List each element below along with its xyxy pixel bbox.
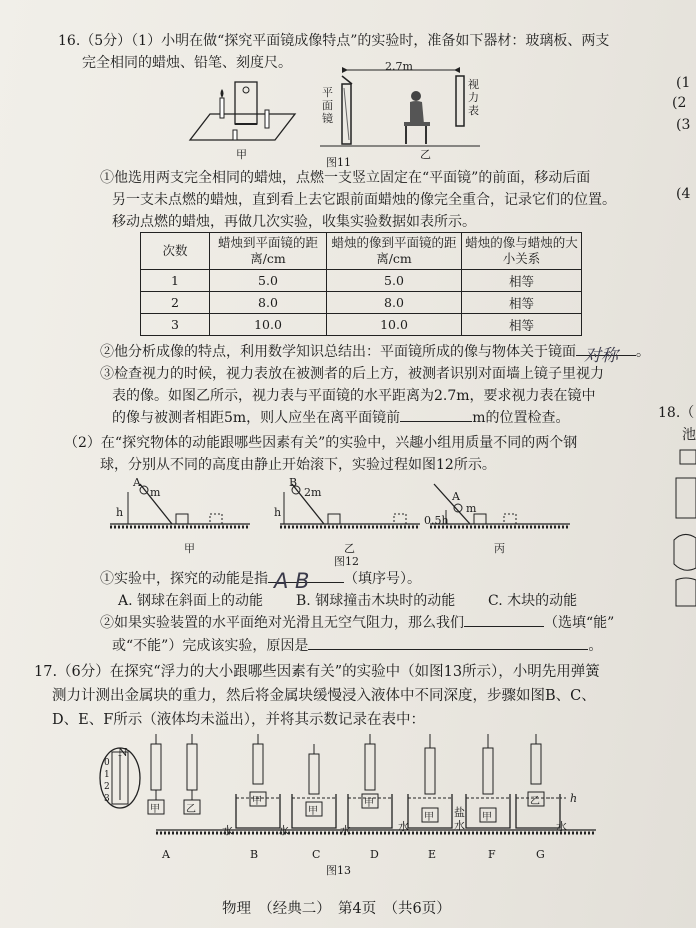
figure-12-panel-jia [110, 478, 250, 538]
q16-step3-text-a: 的像与被测者相距5m，则人应坐在离平面镜前 [112, 410, 401, 426]
q16-sub2-line2 [112, 637, 602, 655]
fig13-dial-number: 1 [104, 770, 110, 780]
q16-sub1-end: （填序号）。 [344, 571, 421, 587]
margin-fragment: (1 [676, 75, 691, 91]
table-header-cell: 蜡烛到平面镜的距离/cm [210, 233, 327, 270]
table-cell: 相等 [462, 314, 582, 336]
q16-step3-answer-blank[interactable] [400, 421, 472, 422]
table-cell: 10.0 [210, 314, 327, 336]
margin-fragment: (3 [676, 117, 691, 133]
table-cell: 5.0 [327, 270, 462, 292]
fig12-ball-label-3: A [452, 490, 460, 503]
fig12-ball-label-1: A [133, 476, 141, 489]
table-row [141, 270, 582, 292]
table-cell: 相等 [462, 270, 582, 292]
fig13-block-label: 甲 [150, 804, 160, 815]
q16-sub2-line1 [100, 614, 614, 632]
fig13-liquid-label: 水 [340, 824, 351, 837]
q16-step2 [100, 343, 650, 366]
q16-step1-line2: 另一支未点燃的蜡烛，直到看上去它跟前面蜡烛的像完全重合，记录它们的位置。 [112, 192, 616, 208]
fig11-distance-label: 2.7m [385, 60, 413, 73]
q16-step3-line1: ③检查视力的时候，视力表放在被测者的后上方，被测者识别对面墙上镜子里视力 [100, 366, 604, 382]
table-cell: 5.0 [210, 270, 327, 292]
fig12-height-label-3: 0.5h [424, 514, 449, 527]
q16-sub1 [100, 569, 421, 593]
q17-line3: D、E、F所示（液体均未溢出），并将其示数记录在表中： [52, 712, 426, 728]
margin-figure-fragment [672, 450, 696, 630]
figure-12-panel-bing [430, 478, 570, 538]
mirror-data-table [140, 232, 582, 336]
fig11-mirror-label-2: 面 [322, 99, 333, 112]
table-header-cell: 蜡烛的像到平面镜的距离/cm [327, 233, 462, 270]
fig12-caption: 图12 [334, 555, 359, 568]
table-cell: 1 [141, 270, 210, 292]
fig13-step-label: F [488, 848, 496, 861]
fig11-mirror-label-3: 镜 [322, 112, 333, 125]
q16-intro-line1: 16.（5分）（1）小明在做“探究平面镜成像特点”的实验时，准备如下器材：玻璃板、两支 [58, 33, 610, 49]
fig13-step-label: D [370, 848, 379, 861]
fig11-chart-label-3: 表 [468, 104, 479, 117]
q16-sub2-end: 。 [588, 638, 603, 654]
figure-11-candle-setup [190, 72, 300, 152]
q16-part2-line2: 球，分别从不同的高度由静止开始滚下，实验过程如图12所示。 [100, 457, 496, 473]
fig13-block-label: 乙 [186, 804, 196, 815]
fig13-dial-number: N [118, 746, 128, 759]
q17-line1: 17.（6分）在探究“浮力的大小跟哪些因素有关”的实验中（如图13所示），小明先用弹簧 [34, 664, 600, 680]
fig12-mass-label-1: m [150, 486, 161, 499]
q16-sub2-reason-blank[interactable] [308, 649, 588, 650]
table-cell: 8.0 [210, 292, 327, 314]
q16-step3-line2: 表的像。如图乙所示，视力表与平面镜的水平距离为2.7m，要求视力表在镜中 [112, 388, 596, 404]
table-cell: 8.0 [327, 292, 462, 314]
table-row [141, 292, 582, 314]
table-row [141, 314, 582, 336]
table-cell: 10.0 [327, 314, 462, 336]
q16-step3-line3 [112, 409, 569, 427]
fig12-caption-3: 丙 [494, 542, 505, 555]
fig13-block-label: 甲 [424, 812, 434, 823]
q16-option-c: C. 木块的动能 [488, 593, 578, 609]
fig13-caption: 图13 [326, 864, 351, 877]
figure-12-panel-yi [280, 478, 420, 538]
fig13-liquid-label: 盐水 [454, 806, 465, 832]
q16-step1-line1: ①他选用两支完全相同的蜡烛，点燃一支竖立固定在“平面镜”的前面，移动后面 [100, 170, 591, 186]
margin-fragment: 18.（ [658, 405, 695, 421]
fig13-block-label: 乙 [530, 796, 540, 807]
table-header-row [141, 233, 582, 270]
fig13-block-label: 甲 [482, 812, 492, 823]
fig11-caption-right: 乙 [420, 148, 431, 161]
q16-intro-line2: 完全相同的蜡烛、铅笔、刻度尺。 [82, 55, 292, 71]
handwritten-answer: 对称 [584, 346, 618, 366]
table-cell: 相等 [462, 292, 582, 314]
fig12-mass-label-2: 2m [304, 486, 322, 499]
q16-step1-line3: 移动点燃的蜡烛，再做几次实验，收集实验数据如表所示。 [112, 214, 476, 230]
fig11-caption-left: 甲 [236, 148, 247, 161]
margin-fragment: (4 [676, 186, 691, 202]
q16-option-a: A. 钢球在斜面上的动能 [118, 593, 264, 609]
q16-sub2-text-b: （选填“能” [544, 615, 615, 631]
fig13-liquid-label: 水 [278, 824, 289, 837]
fig13-liquid-label: 水 [398, 820, 409, 833]
q16-sub1-text: ①实验中，探究的动能是指 [100, 571, 268, 587]
q16-option-b: B. 钢球撞击木块时的动能 [296, 593, 456, 609]
margin-fragment: 池 [682, 427, 696, 443]
fig13-step-label: B [250, 848, 259, 861]
table-cell: 2 [141, 292, 210, 314]
q16-sub2-text-c: 或“不能”）完成该实验，原因是 [112, 638, 309, 654]
q16-sub1-answer-blank[interactable] [268, 569, 344, 593]
fig13-step-label: E [428, 848, 437, 861]
fig12-caption-2: 乙 [344, 542, 355, 555]
fig13-liquid-label: 水 [556, 820, 567, 833]
fig11-caption: 图11 [326, 156, 351, 169]
q16-part2-line1: （2）在“探究物体的动能跟哪些因素有关”的实验中，兴趣小组用质量不同的两个钢 [64, 435, 578, 451]
q16-step3-text-b: m的位置检查。 [472, 410, 570, 426]
fig13-step-label: A [162, 848, 170, 861]
fig12-height-label-2: h [274, 506, 282, 519]
page-footer: 物理 （经典二） 第4页 （共6页） [222, 901, 451, 917]
q16-sub2-answer-blank[interactable] [464, 626, 544, 627]
fig13-block-label: 甲 [308, 806, 318, 817]
handwritten-answer: A B [274, 569, 310, 593]
q16-step2-end: 。 [636, 344, 650, 360]
fig13-step-label: G [536, 848, 545, 861]
fig11-chart-label-1: 视 [468, 78, 479, 91]
fig13-block-label: 甲 [252, 796, 262, 807]
q16-step2-text: ②他分析成像的特点，利用数学知识总结出：平面镜所成的像与物体关于镜面 [100, 344, 576, 360]
fig12-caption-1: 甲 [184, 542, 195, 555]
fig13-dial-number: 0 [104, 758, 110, 768]
table-header-cell: 蜡烛的像与蜡烛的大小关系 [462, 233, 582, 270]
fig13-dial-number: 3 [104, 794, 110, 804]
fig13-dial-number: 2 [104, 782, 110, 792]
fig13-step-label: C [312, 848, 321, 861]
fig12-height-label-1: h [116, 506, 124, 519]
fig13-h-label: h [570, 792, 578, 805]
table-cell: 3 [141, 314, 210, 336]
margin-fragment: (2 [672, 95, 687, 111]
fig13-liquid-label: 水 [222, 824, 233, 837]
table-header-cell: 次数 [141, 233, 210, 270]
fig12-mass-label-3: m [466, 502, 477, 515]
q16-step2-answer-blank[interactable] [576, 346, 636, 366]
fig12-ball-label-2: B [289, 476, 298, 489]
q17-line2: 测力计测出金属块的重力，然后将金属块缓慢浸入液体中不同深度，步骤如图B、C、 [52, 688, 596, 704]
fig11-mirror-label-1: 平 [322, 86, 333, 99]
fig13-block-label: 甲 [364, 798, 374, 809]
q16-sub2-text: ②如果实验装置的水平面绝对光滑且无空气阻力，那么我们 [100, 615, 464, 631]
fig11-chart-label-2: 力 [468, 91, 479, 104]
